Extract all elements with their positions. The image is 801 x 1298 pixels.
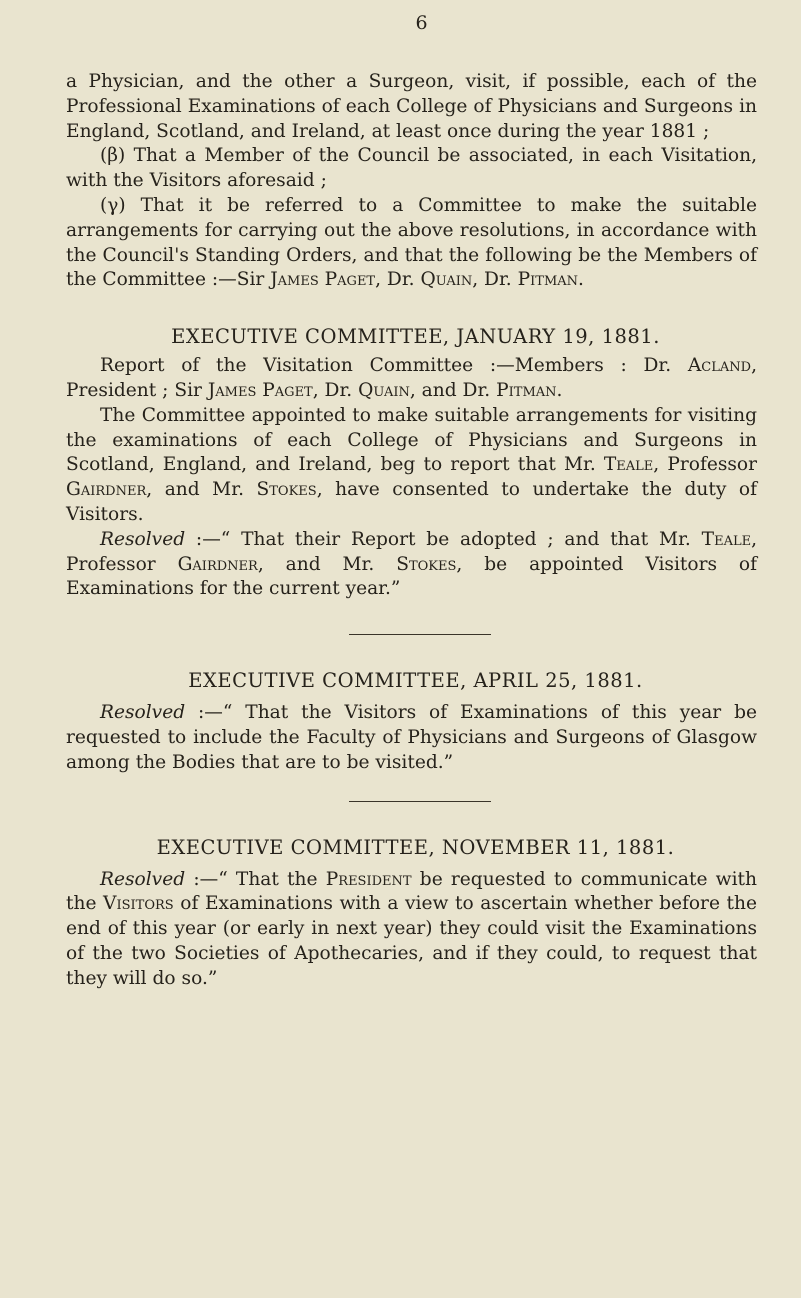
resolved-text: :—“ That the Visitors of Examinations of this year be requested to include the Faculty of Physicians and Surgeons of Glasgow among the Bodies that are to be visited.” [66, 702, 757, 773]
name-teale: Teale [701, 528, 752, 550]
intro-paragraph-1 [66, 70, 757, 144]
gamma-text: That it be referred to a Committee to make the suitable arrangements for carrying out the above resolutions, in accordance with the Council's Standing Orders, and that the following be the Members of the Committee :—Sir [66, 194, 757, 291]
report-text: . [556, 379, 563, 401]
january-committee-paragraph [66, 404, 757, 528]
name-stokes: Stokes [256, 479, 317, 501]
resolved-text: , and Mr. [257, 553, 397, 575]
name-paget: James Paget [270, 269, 376, 291]
name-pitman: Pitman [496, 379, 557, 401]
committee-text: , have consented to undertake the duty of Visitors. [66, 479, 757, 525]
april-resolved-paragraph [66, 701, 757, 775]
committee-text: , and Mr. [146, 479, 257, 501]
name-gairdner: Gairdner [66, 479, 147, 501]
heading-november-committee: EXECUTIVE COMMITTEE, NOVEMBER 11, 1881. [156, 835, 675, 859]
name-quain: Quain [420, 269, 473, 291]
page-number: 6 [415, 12, 428, 34]
resolved-label: Resolved [100, 528, 186, 550]
intro-paragraph-beta [66, 144, 757, 194]
beta-text: That a Member of the Council be associated, in each Visitation, with the Visitors aforesaid ; [66, 145, 757, 192]
word-president: President [325, 868, 412, 890]
january-report-paragraph [66, 354, 757, 404]
resolved-text: , be appointed Visitors of Examinations for the current year.” [66, 553, 757, 600]
separator: , Dr. [375, 269, 421, 291]
heading-january-committee: EXECUTIVE COMMITTEE, JANUARY 19, 1881. [171, 325, 660, 349]
resolved-text: be requested to communicate with the [66, 868, 757, 915]
report-text: , President ; Sir [66, 355, 757, 401]
name-pitman: Pitman [517, 269, 579, 291]
separator: , Dr. [472, 269, 518, 291]
resolved-text: :—“ That their Report be adopted ; and that Mr. [185, 528, 702, 550]
beta-label: (β) [100, 145, 126, 167]
resolved-text: :—“ That the [185, 868, 326, 890]
report-text: Report of the Visitation Committee :—Members : Dr. [100, 355, 688, 377]
resolved-label: Resolved [100, 702, 186, 724]
name-paget: James Paget [207, 379, 313, 401]
committee-text: , Professor [653, 454, 758, 476]
word-visitors: Visitors [103, 893, 174, 915]
intro-paragraph-gamma [66, 194, 757, 293]
name-gairdner: Gairdner [177, 553, 258, 575]
january-resolved-paragraph [66, 528, 757, 602]
november-resolved-paragraph [66, 868, 757, 992]
resolved-label: Resolved [100, 868, 186, 890]
resolved-text: of Examinations with a view to ascertain whether before the end of this year (or early in next year) they could visit the Examinations of the two Societies of Apothecaries, and if they could, to request that they will do so.” [66, 893, 757, 989]
gamma-label: (γ) [100, 194, 126, 216]
section-divider [349, 801, 491, 802]
name-quain: Quain [358, 379, 410, 401]
name-acland: Acland [687, 355, 752, 377]
report-text: , and Dr. [409, 379, 497, 401]
name-stokes: Stokes [396, 553, 457, 575]
report-text: , Dr. [312, 379, 359, 401]
name-teale: Teale [603, 454, 654, 476]
section-divider [349, 634, 491, 635]
resolved-text: , Professor [66, 528, 757, 575]
intro-paragraph-1-text: a Physician, and the other a Surgeon, visit, if possible, each of the Professional Examinations of each College of Physicians and Surgeons in England, Scotland, and Ireland, at least once during the year 1881 ; [66, 71, 757, 142]
separator: . [578, 269, 584, 291]
heading-april-committee: EXECUTIVE COMMITTEE, APRIL 25, 1881. [188, 669, 643, 693]
committee-text: The Committee appointed to make suitable arrangements for visiting the examinations of each College of Physicians and Surgeons in Scotland, England, and Ireland, beg to report that Mr. [66, 404, 757, 476]
